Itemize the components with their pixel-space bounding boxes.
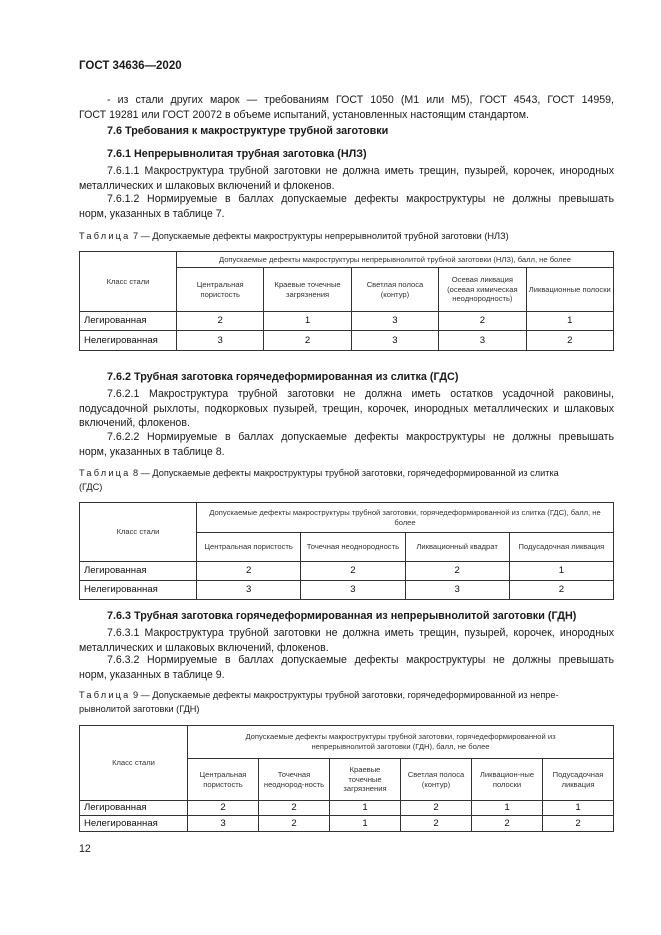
column-header: Краевые точечные загрязнения bbox=[264, 268, 351, 312]
intro-line-2: ГОСТ 19281 или ГОСТ 20072 в объеме испытаний, установленных настоящим стандартом. bbox=[79, 108, 529, 121]
table-row bbox=[80, 331, 614, 351]
cell-value: 2 bbox=[177, 312, 264, 331]
row-label: Нелегированная bbox=[80, 816, 188, 832]
caption-text: 8 — Допускаемые дефекты макроструктуры трубной заготовки, горячедеформированной из слитка bbox=[133, 468, 559, 478]
paragraph-line: 7.6.2.1 Макроструктура трубной заготовки не должна иметь остатков усадочной раковины, bbox=[107, 388, 614, 400]
column-header: Центральная пористость bbox=[197, 533, 301, 562]
paragraph-line: 7.6.1.1 Макроструктура трубной заготовки не должна иметь трещин, пузырей, корочек, инородных bbox=[107, 165, 614, 177]
table-9-caption bbox=[79, 689, 614, 716]
cell-value: 2 bbox=[405, 562, 509, 581]
cell-value: 3 bbox=[351, 331, 438, 351]
column-header: Точечная неоднород-ность bbox=[259, 759, 330, 801]
cell-value: 3 bbox=[301, 581, 405, 600]
cell-value: 2 bbox=[197, 562, 301, 581]
intro-line-1: - из стали других марок — требованиям ГОСТ 1050 (М1 или М5), ГОСТ 4543, ГОСТ 14959, bbox=[107, 94, 614, 106]
paragraph-line: металлических и шлаковых включений и флокенов. bbox=[79, 179, 335, 192]
table-row bbox=[80, 562, 614, 581]
column-header: Центральная пористость bbox=[177, 268, 264, 312]
cell-value: 2 bbox=[439, 312, 526, 331]
section-7-6-2-heading: 7.6.2 Трубная заготовка горячедеформированная из слитка (ГДС) bbox=[107, 371, 459, 383]
table-row bbox=[80, 581, 614, 600]
class-header: Класс стали bbox=[80, 252, 177, 312]
cell-value: 2 bbox=[259, 816, 330, 832]
group-header: Допускаемые дефекты макроструктуры трубной заготовки, горячедеформированной из слитка (ГДС), балл, не более bbox=[197, 503, 614, 533]
cell-value: 1 bbox=[509, 562, 613, 581]
column-header: Подусадочная ликвация bbox=[543, 759, 614, 801]
paragraph-7-6-1-1 bbox=[79, 164, 614, 193]
cell-value: 3 bbox=[439, 331, 526, 351]
page-number: 12 bbox=[79, 843, 91, 855]
row-label: Легированная bbox=[80, 801, 188, 816]
section-7-6-3-heading: 7.6.3 Трубная заготовка горячедеформированная из непрерывнолитой заготовки (ГДН) bbox=[107, 610, 577, 622]
class-header: Класс стали bbox=[80, 503, 197, 562]
group-header: Допускаемые дефекты макроструктуры непрерывнолитой трубной заготовки (НЛЗ), балл, не более bbox=[177, 252, 614, 268]
cell-value: 3 bbox=[188, 816, 259, 832]
row-label: Легированная bbox=[80, 562, 197, 581]
row-label: Нелегированная bbox=[80, 581, 197, 600]
cell-value: 2 bbox=[543, 816, 614, 832]
paragraph-line: норм, указанных в таблице 7. bbox=[79, 207, 225, 220]
cell-value: 3 bbox=[177, 331, 264, 351]
column-header: Подусадочная ликвация bbox=[509, 533, 613, 562]
cell-value: 3 bbox=[405, 581, 509, 600]
column-header: Ликвацион-ные полоски bbox=[472, 759, 543, 801]
caption-text-line-2: рывнолитой заготовки (ГДН) bbox=[79, 703, 200, 714]
cell-value: 1 bbox=[330, 801, 401, 816]
column-header: Осевая ликвация (осевая химическая неоднородность) bbox=[439, 268, 526, 312]
paragraph-line: подусадочной рыхлоты, подкорковых пузырей, трещин, корочек, инородных металлических и шлаковых bbox=[79, 402, 614, 415]
paragraph-line: норм, указанных в таблице 8. bbox=[79, 445, 225, 458]
cell-value: 1 bbox=[472, 801, 543, 816]
cell-value: 2 bbox=[472, 816, 543, 832]
cell-value: 1 bbox=[543, 801, 614, 816]
cell-value: 1 bbox=[330, 816, 401, 832]
table-row bbox=[80, 312, 614, 331]
group-header: Допускаемые дефекты макроструктуры трубной заготовки, горячедеформированной из непрерывнолитой заготовки (ГДН), балл, не более bbox=[188, 726, 614, 759]
caption-word: Таблица bbox=[79, 690, 131, 700]
column-header: Светлая полоса (контур) bbox=[351, 268, 438, 312]
column-header: Краевые точечные загрязнения bbox=[330, 759, 401, 801]
caption-text: 9 — Допускаемые дефекты макроструктуры трубной заготовки, горячедеформированной из непре- bbox=[133, 690, 559, 700]
cell-value: 2 bbox=[264, 331, 351, 351]
paragraph-7-6-2-1 bbox=[79, 387, 614, 431]
paragraph-line: металлических и шлаковых включений, флокенов. bbox=[79, 641, 329, 654]
paragraph-line: 7.6.2.2 Нормируемые в баллах допускаемые дефекты макроструктуры не должны превышать bbox=[107, 431, 614, 443]
caption-word: Таблица bbox=[79, 231, 131, 241]
table-row bbox=[80, 816, 614, 832]
cell-value: 2 bbox=[259, 801, 330, 816]
cell-value: 3 bbox=[351, 312, 438, 331]
class-header: Класс стали bbox=[80, 726, 188, 801]
standard-header: ГОСТ 34636—2020 bbox=[79, 60, 182, 72]
section-7-6-heading: 7.6 Требования к макроструктуре трубной заготовки bbox=[107, 125, 389, 137]
caption-text-line-2: (ГДС) bbox=[79, 481, 103, 492]
cell-value: 1 bbox=[264, 312, 351, 331]
paragraph-line: норм, указанных в таблице 9. bbox=[79, 668, 225, 681]
cell-value: 2 bbox=[509, 581, 613, 600]
table-row bbox=[80, 801, 614, 816]
row-label: Нелегированная bbox=[80, 331, 177, 351]
table-7-caption bbox=[79, 230, 509, 244]
column-header: Центральная пористость bbox=[188, 759, 259, 801]
column-header: Ликвационные полоски bbox=[526, 268, 613, 312]
paragraph-7-6-3-1 bbox=[79, 626, 614, 655]
section-7-6-1-heading: 7.6.1 Непрерывнолитая трубная заготовка (НЛЗ) bbox=[107, 148, 367, 160]
paragraph-line: 7.6.1.2 Нормируемые в баллах допускаемые дефекты макроструктуры не должны превышать bbox=[107, 193, 614, 205]
cell-value: 2 bbox=[401, 801, 472, 816]
column-header: Точечная неоднородность bbox=[301, 533, 405, 562]
table-8 bbox=[79, 502, 614, 600]
paragraph-7-6-2-2 bbox=[79, 430, 614, 459]
table-9 bbox=[79, 725, 614, 832]
column-header: Ликвационный квадрат bbox=[405, 533, 509, 562]
table-7 bbox=[79, 251, 614, 351]
column-header: Светлая полоса (контур) bbox=[401, 759, 472, 801]
paragraph-line: 7.6.3.1 Макроструктура трубной заготовки не должна иметь трещин, пузырей, корочек, инородных bbox=[107, 627, 614, 639]
caption-text: 7 — Допускаемые дефекты макроструктуры непрерывнолитой трубной заготовки (НЛЗ) bbox=[133, 231, 509, 241]
cell-value: 2 bbox=[526, 331, 613, 351]
row-label: Легированная bbox=[80, 312, 177, 331]
table-8-caption bbox=[79, 467, 614, 494]
paragraph-7-6-3-2 bbox=[79, 653, 614, 682]
cell-value: 1 bbox=[526, 312, 613, 331]
paragraph-line: 7.6.3.2 Нормируемые в баллах допускаемые дефекты макроструктуры не должны превышать bbox=[107, 654, 614, 666]
cell-value: 2 bbox=[401, 816, 472, 832]
cell-value: 2 bbox=[188, 801, 259, 816]
cell-value: 2 bbox=[301, 562, 405, 581]
paragraph-line: включений, флокенов. bbox=[79, 417, 190, 430]
caption-word: Таблица bbox=[79, 468, 131, 478]
cell-value: 3 bbox=[197, 581, 301, 600]
intro-paragraph bbox=[79, 93, 614, 122]
paragraph-7-6-1-2 bbox=[79, 192, 614, 221]
